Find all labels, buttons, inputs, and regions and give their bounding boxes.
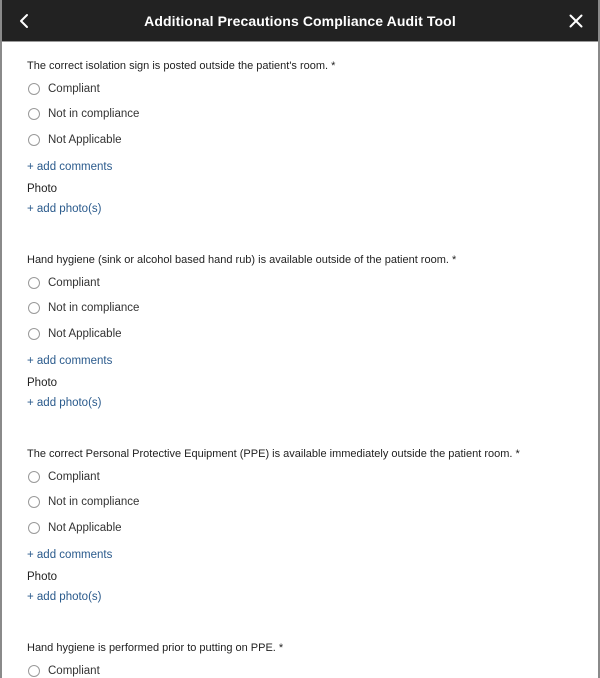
question-text: The correct Personal Protective Equipment (PPE) is available immediately outside the patient room. * — [27, 448, 520, 460]
radio-button[interactable] — [28, 665, 40, 677]
option-compliant[interactable] — [27, 270, 598, 296]
question-text: Hand hygiene is performed prior to putting on PPE. * — [27, 642, 284, 654]
question-text: The correct isolation sign is posted outside the patient's room. * — [27, 60, 336, 72]
question-block — [27, 430, 598, 610]
radio-button[interactable] — [28, 83, 40, 95]
question-block — [27, 236, 598, 416]
option-label: Not Applicable — [48, 521, 122, 534]
option-label: Compliant — [48, 82, 100, 95]
radio-button[interactable] — [28, 496, 40, 508]
close-icon — [569, 14, 583, 28]
header-bar — [2, 0, 598, 42]
option-label: Compliant — [48, 470, 100, 483]
option-not-in-compliance[interactable] — [27, 102, 598, 128]
question-text: Hand hygiene (sink or alcohol based hand rub) is available outside of the patient room. * — [27, 254, 457, 266]
add-photo-link[interactable]: + add photo(s) — [27, 396, 102, 409]
radio-button[interactable] — [28, 522, 40, 534]
option-not-applicable[interactable] — [27, 321, 598, 347]
add-comments-link[interactable]: + add comments — [27, 354, 113, 367]
photo-label: Photo — [27, 376, 58, 389]
question-block — [27, 42, 598, 222]
radio-button[interactable] — [28, 134, 40, 146]
back-button[interactable] — [4, 0, 44, 41]
option-not-applicable[interactable] — [27, 127, 598, 153]
photo-label: Photo — [27, 182, 58, 195]
add-comments-link[interactable]: + add comments — [27, 160, 113, 173]
option-label: Not in compliance — [48, 496, 140, 509]
option-label: Compliant — [48, 664, 100, 677]
photo-label: Photo — [27, 570, 58, 583]
radio-button[interactable] — [28, 328, 40, 340]
option-compliant[interactable] — [27, 658, 598, 678]
option-not-applicable[interactable] — [27, 515, 598, 541]
option-compliant[interactable] — [27, 464, 598, 490]
page-title: Additional Precautions Compliance Audit Tool — [144, 12, 456, 29]
close-button[interactable] — [556, 0, 596, 41]
radio-button[interactable] — [28, 302, 40, 314]
option-not-in-compliance[interactable] — [27, 296, 598, 322]
chevron-left-icon — [18, 13, 30, 29]
radio-button[interactable] — [28, 108, 40, 120]
add-photo-link[interactable]: + add photo(s) — [27, 590, 102, 603]
option-label: Not Applicable — [48, 133, 122, 146]
add-photo-link[interactable]: + add photo(s) — [27, 202, 102, 215]
form-content — [2, 42, 598, 678]
radio-button[interactable] — [28, 277, 40, 289]
add-comments-link[interactable]: + add comments — [27, 548, 113, 561]
question-block — [27, 624, 598, 678]
option-compliant[interactable] — [27, 76, 598, 102]
option-not-in-compliance[interactable] — [27, 490, 598, 516]
option-label: Compliant — [48, 276, 100, 289]
option-label: Not Applicable — [48, 327, 122, 340]
option-label: Not in compliance — [48, 108, 140, 121]
option-label: Not in compliance — [48, 302, 140, 315]
radio-button[interactable] — [28, 471, 40, 483]
